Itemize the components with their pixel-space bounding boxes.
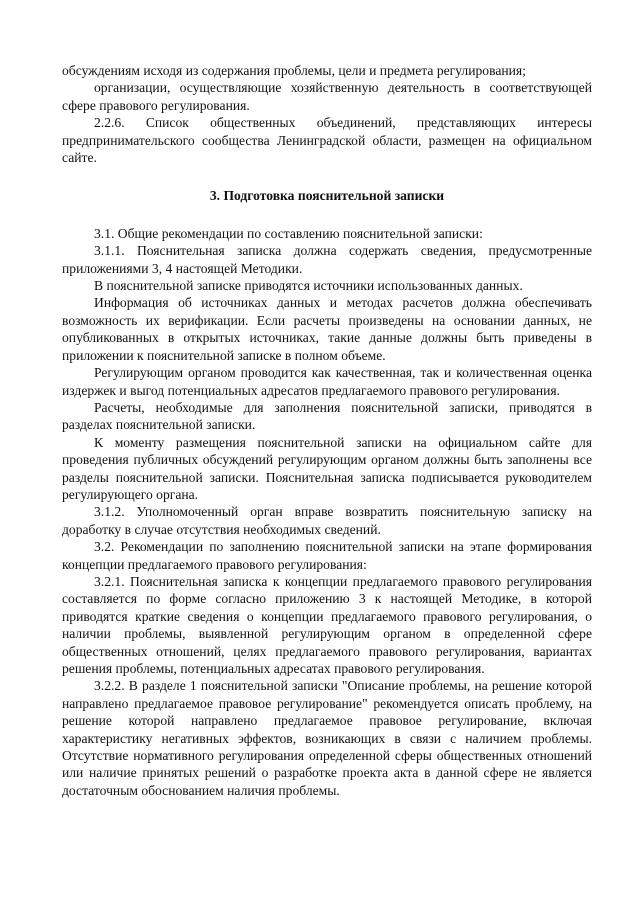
paragraph-calculations: Расчеты, необходимые для заполнения пояснительной записки, приводятся в разделах пояснительной записки. [62, 399, 592, 433]
paragraph-3-1-2: 3.1.2. Уполномоченный орган вправе возвратить пояснительную записку на доработку в случае отсутствия необходимых сведений. [62, 504, 592, 537]
paragraph-verification: Информация об источниках данных и методах расчетов должна обеспечивать возможность их верификации. Если расчеты произведены на основании данных, не опубликованных в открытых источниках, такие данные должны быть приведены в приложении к пояснительной записке в полном объеме. [62, 295, 592, 363]
paragraph-publication: К моменту размещения пояснительной записки на официальном сайте для проведения публичных обсуждений регулирующим органом должны быть заполнены все разделы пояснительной записки. Пояснительная записка подписывается руководителем регулирующего органа. [62, 434, 592, 502]
paragraph-3-1-1: 3.1.1. Пояснительная записка должна содержать сведения, предусмотренные приложениями 3, 4 настоящей Методики. [62, 243, 592, 276]
paragraph-organizations: организации, осуществляющие хозяйственную деятельность в соответствующей сфере правового регулирования. [62, 80, 592, 113]
paragraph-assessment: Регулирующим органом проводится как качественная, так и количественная оценка издержек и выгод потенциальных адресатов предлагаемого правового регулирования. [62, 365, 592, 398]
paragraph-3-2-2: 3.2.2. В разделе 1 пояснительной записки "Описание проблемы, на решение которой направлено предлагаемое правовое регулирование" рекомендуется описать проблему, на решение которой направлено предлагаемое правовое регулирование, включая характеристику негативных эффектов, возникающих в связи с наличием проблемы. Отсутствие нормативного регулирования определенной сферы общественных отношений или наличие принятых решений о разработке проекта акта в данной сфере не является достаточным обоснованием наличия проблемы. [62, 678, 592, 798]
paragraph-2-2-6: 2.2.6. Список общественных объединений, представляющих интересы предпринимательского сообщества Ленинградской области, размещен на официальном сайте. [62, 115, 592, 166]
paragraph-3-1: 3.1. Общие рекомендации по составлению пояснительной записки: [94, 225, 483, 241]
paragraph-continuation: обсуждениям исходя из содержания проблемы, цели и предмета регулирования; [62, 63, 526, 78]
paragraph-sources: В пояснительной записке приводятся источники использованных данных. [94, 278, 523, 294]
paragraph-3-2-1: 3.2.1. Пояснительная записка к концепции предлагаемого правового регулирования составляется по форме согласно приложению 3 к настоящей Методике, в которой приводятся краткие сведения о концепции предлагаемого правового регулирования, о наличии проблемы, выявленной регулирующим органом в определенной сфере общественных отношений, целях предлагаемого правового регулирования, вариантах решения проблемы, потенциальных адресатах правового регулирования. [62, 573, 592, 676]
section-heading: 3. Подготовка пояснительной записки [209, 188, 445, 204]
paragraph-3-2: 3.2. Рекомендации по заполнению пояснительной записки на этапе формирования концепции предлагаемого правового регулирования: [62, 539, 592, 572]
